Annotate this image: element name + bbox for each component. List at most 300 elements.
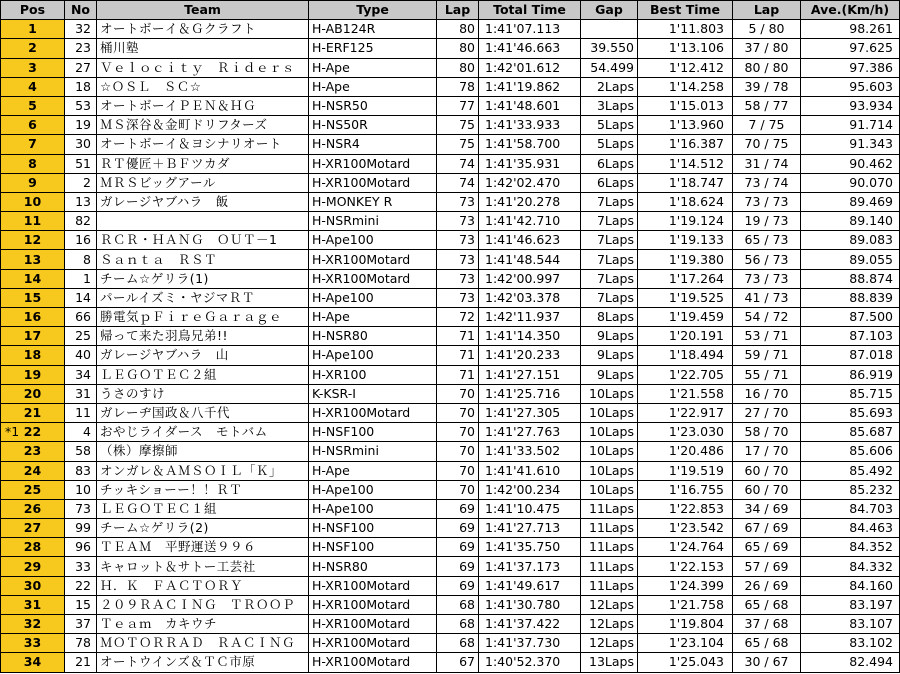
- position-number: 16: [23, 309, 42, 325]
- cell-type: H-Ape: [309, 77, 437, 96]
- cell-total-time: 1:42'00.997: [479, 269, 581, 288]
- cell-ave: 85.232: [801, 480, 900, 499]
- cell-team: ＴＥＡＭ 平野運送９９６: [97, 538, 309, 557]
- cell-pos: [1, 595, 65, 614]
- table-row: [1, 346, 900, 365]
- cell-no: 51: [65, 154, 97, 173]
- cell-best-lap: 19 / 73: [733, 212, 801, 231]
- position-number: 5: [28, 98, 37, 114]
- position-number: 30: [23, 577, 42, 593]
- cell-gap: 11Laps: [581, 576, 638, 595]
- position-number: 19: [23, 366, 42, 382]
- cell-total-time: 1:41'20.233: [479, 346, 581, 365]
- cell-pos: [1, 634, 65, 653]
- cell-best-time: 1'24.399: [638, 576, 733, 595]
- cell-lap: 71: [437, 365, 479, 384]
- cell-gap: 6Laps: [581, 173, 638, 192]
- table-row: [1, 288, 900, 307]
- cell-gap: 11Laps: [581, 538, 638, 557]
- table-row: [1, 480, 900, 499]
- cell-no: 78: [65, 634, 97, 653]
- cell-lap: 70: [437, 384, 479, 403]
- cell-ave: 85.715: [801, 384, 900, 403]
- cell-best-lap: 65 / 68: [733, 634, 801, 653]
- cell-gap: 10Laps: [581, 403, 638, 422]
- position-number: 27: [23, 520, 42, 536]
- header-gap: Gap: [581, 1, 638, 20]
- cell-pos: [1, 346, 65, 365]
- cell-gap: 10Laps: [581, 480, 638, 499]
- header-type: Type: [309, 1, 437, 20]
- cell-no: 31: [65, 384, 97, 403]
- cell-no: 1: [65, 269, 97, 288]
- cell-ave: 90.070: [801, 173, 900, 192]
- cell-pos: [1, 96, 65, 115]
- cell-gap: 12Laps: [581, 615, 638, 634]
- table-row: [1, 519, 900, 538]
- cell-type: H-XR100Motard: [309, 269, 437, 288]
- table-row: [1, 269, 900, 288]
- cell-best-time: 1'19.525: [638, 288, 733, 307]
- cell-type: H-XR100Motard: [309, 173, 437, 192]
- cell-type: H-NSF100: [309, 423, 437, 442]
- cell-ave: 91.343: [801, 135, 900, 154]
- cell-ave: 93.934: [801, 96, 900, 115]
- cell-no: 19: [65, 116, 97, 135]
- cell-pos: [1, 576, 65, 595]
- position-number: 13: [23, 251, 42, 267]
- cell-gap: 54.499: [581, 58, 638, 77]
- position-number: 11: [23, 213, 42, 229]
- position-number: 17: [23, 328, 42, 344]
- cell-total-time: 1:41'37.730: [479, 634, 581, 653]
- results-body: [1, 20, 900, 672]
- table-row: [1, 116, 900, 135]
- table-row: [1, 192, 900, 211]
- cell-team: ☆ＯＳＬ ＳＣ☆: [97, 77, 309, 96]
- cell-total-time: 1:41'27.305: [479, 403, 581, 422]
- cell-pos: [1, 269, 65, 288]
- cell-lap: 68: [437, 595, 479, 614]
- cell-type: H-NSR50: [309, 96, 437, 115]
- cell-team: 勝電気ｐＦｉｒｅＧａｒａｇｅ: [97, 308, 309, 327]
- cell-no: 8: [65, 250, 97, 269]
- cell-ave: 87.103: [801, 327, 900, 346]
- cell-no: 32: [65, 20, 97, 39]
- cell-total-time: 1:41'14.350: [479, 327, 581, 346]
- cell-best-time: 1'11.803: [638, 20, 733, 39]
- cell-ave: 87.500: [801, 308, 900, 327]
- table-row: [1, 58, 900, 77]
- header-row: [1, 1, 900, 20]
- cell-team: おやじライダース モトバム: [97, 423, 309, 442]
- cell-no: 10: [65, 480, 97, 499]
- cell-no: 25: [65, 327, 97, 346]
- position-number: 4: [28, 78, 37, 94]
- cell-total-time: 1:41'27.763: [479, 423, 581, 442]
- cell-pos: [1, 538, 65, 557]
- header-best-time: Best Time: [638, 1, 733, 20]
- cell-team: ＬＥＧＯＴＥＣ２組: [97, 365, 309, 384]
- cell-lap: 80: [437, 20, 479, 39]
- cell-ave: 95.603: [801, 77, 900, 96]
- cell-type: H-XR100Motard: [309, 250, 437, 269]
- table-row: [1, 173, 900, 192]
- cell-best-lap: 70 / 75: [733, 135, 801, 154]
- cell-gap: 11Laps: [581, 499, 638, 518]
- cell-gap: 11Laps: [581, 519, 638, 538]
- cell-lap: 80: [437, 39, 479, 58]
- cell-ave: 90.462: [801, 154, 900, 173]
- table-row: [1, 327, 900, 346]
- cell-total-time: 1:41'49.617: [479, 576, 581, 595]
- cell-pos: [1, 192, 65, 211]
- cell-team: [97, 212, 309, 231]
- position-number: 25: [23, 481, 42, 497]
- cell-lap: 73: [437, 288, 479, 307]
- cell-no: 96: [65, 538, 97, 557]
- cell-pos: [1, 423, 65, 442]
- cell-lap: 71: [437, 346, 479, 365]
- cell-lap: 69: [437, 576, 479, 595]
- cell-lap: 70: [437, 461, 479, 480]
- cell-team: ガレージヤブハラ 山: [97, 346, 309, 365]
- cell-lap: 73: [437, 192, 479, 211]
- position-number: 15: [23, 289, 42, 305]
- cell-total-time: 1:41'25.716: [479, 384, 581, 403]
- cell-no: 23: [65, 39, 97, 58]
- cell-ave: 89.083: [801, 231, 900, 250]
- penalty-note: *1: [5, 424, 20, 440]
- cell-team: オートボーイＰＥＮ＆ＨＧ: [97, 96, 309, 115]
- table-row: [1, 250, 900, 269]
- cell-best-lap: 67 / 69: [733, 519, 801, 538]
- cell-best-time: 1'16.755: [638, 480, 733, 499]
- position-number: 34: [23, 654, 42, 670]
- cell-pos: [1, 173, 65, 192]
- header-ave: Ave.(Km/h): [801, 1, 900, 20]
- cell-total-time: 1:41'35.931: [479, 154, 581, 173]
- cell-ave: 83.197: [801, 595, 900, 614]
- cell-gap: 7Laps: [581, 231, 638, 250]
- cell-best-lap: 7 / 75: [733, 116, 801, 135]
- position-number: 32: [23, 616, 42, 632]
- cell-team: パールイズミ・ヤジマＲＴ: [97, 288, 309, 307]
- cell-team: ガレージヤブハラ 飯: [97, 192, 309, 211]
- cell-best-lap: 16 / 70: [733, 384, 801, 403]
- cell-best-time: 1'20.486: [638, 442, 733, 461]
- cell-gap: 7Laps: [581, 192, 638, 211]
- cell-team: チッキショーー！！ＲＴ: [97, 480, 309, 499]
- cell-team: 桶川塾: [97, 39, 309, 58]
- cell-type: H-NSF100: [309, 519, 437, 538]
- cell-gap: 7Laps: [581, 288, 638, 307]
- cell-type: H-ERF125: [309, 39, 437, 58]
- cell-best-time: 1'13.960: [638, 116, 733, 135]
- cell-no: 58: [65, 442, 97, 461]
- cell-type: H-XR100Motard: [309, 595, 437, 614]
- cell-lap: 70: [437, 423, 479, 442]
- header-lap: Lap: [437, 1, 479, 20]
- cell-pos: [1, 480, 65, 499]
- table-row: [1, 423, 900, 442]
- cell-pos: [1, 461, 65, 480]
- cell-lap: 71: [437, 327, 479, 346]
- cell-type: H-Ape100: [309, 480, 437, 499]
- cell-no: 83: [65, 461, 97, 480]
- cell-pos: [1, 365, 65, 384]
- cell-best-lap: 58 / 77: [733, 96, 801, 115]
- cell-lap: 69: [437, 499, 479, 518]
- cell-total-time: 1:41'58.700: [479, 135, 581, 154]
- cell-ave: 88.874: [801, 269, 900, 288]
- cell-ave: 87.018: [801, 346, 900, 365]
- cell-lap: 69: [437, 519, 479, 538]
- cell-no: 33: [65, 557, 97, 576]
- cell-gap: 11Laps: [581, 557, 638, 576]
- cell-best-lap: 80 / 80: [733, 58, 801, 77]
- cell-team: チーム☆ゲリラ(2): [97, 519, 309, 538]
- table-row: [1, 96, 900, 115]
- position-number: 31: [23, 596, 42, 612]
- cell-best-time: 1'21.558: [638, 384, 733, 403]
- table-row: [1, 365, 900, 384]
- cell-gap: 10Laps: [581, 423, 638, 442]
- table-row: [1, 20, 900, 39]
- cell-type: H-Ape100: [309, 288, 437, 307]
- cell-pos: [1, 557, 65, 576]
- header-best-lap: Lap: [733, 1, 801, 20]
- cell-type: H-Ape: [309, 308, 437, 327]
- cell-best-lap: 65 / 73: [733, 231, 801, 250]
- position-number: 28: [23, 539, 42, 555]
- cell-gap: 10Laps: [581, 461, 638, 480]
- cell-gap: 10Laps: [581, 384, 638, 403]
- cell-no: 66: [65, 308, 97, 327]
- cell-best-lap: 55 / 71: [733, 365, 801, 384]
- cell-best-lap: 56 / 73: [733, 250, 801, 269]
- cell-lap: 73: [437, 250, 479, 269]
- cell-best-lap: 58 / 70: [733, 423, 801, 442]
- cell-total-time: 1:41'19.862: [479, 77, 581, 96]
- cell-best-time: 1'18.494: [638, 346, 733, 365]
- cell-type: H-NSRmini: [309, 442, 437, 461]
- table-row: [1, 442, 900, 461]
- cell-ave: 89.055: [801, 250, 900, 269]
- header-no: No: [65, 1, 97, 20]
- cell-best-lap: 65 / 69: [733, 538, 801, 557]
- position-number: 9: [28, 174, 37, 190]
- cell-no: 53: [65, 96, 97, 115]
- cell-team: オートボーイ＆Ｇクラフト: [97, 20, 309, 39]
- cell-ave: 84.703: [801, 499, 900, 518]
- cell-best-lap: 5 / 80: [733, 20, 801, 39]
- cell-best-time: 1'19.124: [638, 212, 733, 231]
- cell-team: キャロット＆サトー工芸社: [97, 557, 309, 576]
- cell-best-lap: 54 / 72: [733, 308, 801, 327]
- cell-gap: 2Laps: [581, 77, 638, 96]
- cell-type: H-XR100: [309, 365, 437, 384]
- cell-no: 27: [65, 58, 97, 77]
- cell-pos: [1, 77, 65, 96]
- cell-lap: 74: [437, 173, 479, 192]
- cell-pos: [1, 499, 65, 518]
- cell-type: H-Ape100: [309, 499, 437, 518]
- cell-gap: 12Laps: [581, 595, 638, 614]
- cell-type: H-AB124R: [309, 20, 437, 39]
- cell-lap: 73: [437, 231, 479, 250]
- position-number: 26: [23, 500, 42, 516]
- cell-best-time: 1'19.804: [638, 615, 733, 634]
- cell-total-time: 1:41'20.278: [479, 192, 581, 211]
- cell-best-time: 1'21.758: [638, 595, 733, 614]
- cell-lap: 70: [437, 403, 479, 422]
- cell-no: 15: [65, 595, 97, 614]
- cell-no: 99: [65, 519, 97, 538]
- cell-best-time: 1'14.258: [638, 77, 733, 96]
- cell-total-time: 1:41'07.113: [479, 20, 581, 39]
- table-row: [1, 403, 900, 422]
- cell-lap: 70: [437, 442, 479, 461]
- cell-pos: [1, 154, 65, 173]
- cell-pos: [1, 308, 65, 327]
- cell-best-time: 1'12.412: [638, 58, 733, 77]
- cell-best-time: 1'19.519: [638, 461, 733, 480]
- cell-lap: 69: [437, 557, 479, 576]
- cell-no: 34: [65, 365, 97, 384]
- cell-team: オートボーイ＆ヨシナリオート: [97, 135, 309, 154]
- cell-pos: [1, 442, 65, 461]
- cell-best-lap: 37 / 68: [733, 615, 801, 634]
- cell-no: 13: [65, 192, 97, 211]
- cell-best-time: 1'19.380: [638, 250, 733, 269]
- table-row: [1, 499, 900, 518]
- cell-no: 37: [65, 615, 97, 634]
- cell-total-time: 1:41'37.173: [479, 557, 581, 576]
- cell-lap: 70: [437, 480, 479, 499]
- cell-best-lap: 37 / 80: [733, 39, 801, 58]
- cell-total-time: 1:41'46.623: [479, 231, 581, 250]
- cell-best-lap: 34 / 69: [733, 499, 801, 518]
- header-pos: Pos: [1, 1, 65, 20]
- cell-total-time: 1:42'00.234: [479, 480, 581, 499]
- cell-total-time: 1:41'35.750: [479, 538, 581, 557]
- cell-ave: 83.102: [801, 634, 900, 653]
- cell-best-lap: 30 / 67: [733, 653, 801, 672]
- position-number: 14: [23, 270, 42, 286]
- position-number: 33: [23, 635, 42, 651]
- cell-gap: 3Laps: [581, 96, 638, 115]
- cell-team: うさのすけ: [97, 384, 309, 403]
- position-number: 24: [23, 462, 42, 478]
- cell-gap: 6Laps: [581, 154, 638, 173]
- cell-ave: 82.494: [801, 653, 900, 672]
- position-number: 1: [28, 21, 37, 37]
- cell-type: H-XR100Motard: [309, 615, 437, 634]
- cell-pos: [1, 135, 65, 154]
- cell-best-time: 1'24.764: [638, 538, 733, 557]
- table-row: [1, 77, 900, 96]
- cell-total-time: 1:41'10.475: [479, 499, 581, 518]
- cell-lap: 69: [437, 538, 479, 557]
- cell-no: 22: [65, 576, 97, 595]
- cell-lap: 73: [437, 212, 479, 231]
- cell-total-time: 1:41'46.663: [479, 39, 581, 58]
- cell-pos: [1, 615, 65, 634]
- cell-total-time: 1:42'01.612: [479, 58, 581, 77]
- cell-best-time: 1'18.624: [638, 192, 733, 211]
- cell-pos: [1, 384, 65, 403]
- cell-gap: 10Laps: [581, 442, 638, 461]
- cell-lap: 68: [437, 615, 479, 634]
- cell-total-time: 1:42'02.470: [479, 173, 581, 192]
- cell-pos: [1, 39, 65, 58]
- cell-best-time: 1'16.387: [638, 135, 733, 154]
- cell-type: H-NSR80: [309, 327, 437, 346]
- cell-type: H-XR100Motard: [309, 653, 437, 672]
- cell-best-time: 1'22.917: [638, 403, 733, 422]
- cell-gap: 5Laps: [581, 135, 638, 154]
- cell-no: 40: [65, 346, 97, 365]
- table-row: [1, 557, 900, 576]
- cell-pos: [1, 519, 65, 538]
- cell-no: 14: [65, 288, 97, 307]
- cell-best-time: 1'23.104: [638, 634, 733, 653]
- cell-team: Ｔｅａｍ カキウチ: [97, 615, 309, 634]
- cell-best-lap: 39 / 78: [733, 77, 801, 96]
- position-number: 23: [23, 443, 42, 459]
- cell-total-time: 1:41'27.713: [479, 519, 581, 538]
- cell-type: H-Ape100: [309, 346, 437, 365]
- cell-best-time: 1'14.512: [638, 154, 733, 173]
- cell-no: 16: [65, 231, 97, 250]
- cell-ave: 97.386: [801, 58, 900, 77]
- cell-total-time: 1:41'30.780: [479, 595, 581, 614]
- header-team: Team: [97, 1, 309, 20]
- table-row: [1, 308, 900, 327]
- cell-no: 2: [65, 173, 97, 192]
- cell-gap: 9Laps: [581, 346, 638, 365]
- table-row: [1, 653, 900, 672]
- cell-lap: 75: [437, 135, 479, 154]
- table-row: [1, 634, 900, 653]
- cell-type: H-Ape: [309, 461, 437, 480]
- cell-best-lap: 27 / 70: [733, 403, 801, 422]
- cell-ave: 89.469: [801, 192, 900, 211]
- cell-type: H-NSR4: [309, 135, 437, 154]
- cell-total-time: 1:41'27.151: [479, 365, 581, 384]
- cell-pos: [1, 327, 65, 346]
- position-number: 2: [28, 40, 37, 56]
- cell-best-lap: 59 / 71: [733, 346, 801, 365]
- cell-gap: 13Laps: [581, 653, 638, 672]
- cell-best-lap: 57 / 69: [733, 557, 801, 576]
- cell-best-time: 1'19.459: [638, 308, 733, 327]
- cell-best-time: 1'19.133: [638, 231, 733, 250]
- cell-best-lap: 26 / 69: [733, 576, 801, 595]
- cell-ave: 84.463: [801, 519, 900, 538]
- cell-type: H-MONKEY R: [309, 192, 437, 211]
- cell-ave: 86.919: [801, 365, 900, 384]
- cell-lap: 80: [437, 58, 479, 77]
- position-number: 8: [28, 155, 37, 171]
- cell-best-lap: 17 / 70: [733, 442, 801, 461]
- cell-best-lap: 41 / 73: [733, 288, 801, 307]
- cell-team: ＲＴ優匠＋ＢＦツカダ: [97, 154, 309, 173]
- cell-best-lap: 73 / 74: [733, 173, 801, 192]
- cell-best-time: 1'18.747: [638, 173, 733, 192]
- cell-ave: 85.687: [801, 423, 900, 442]
